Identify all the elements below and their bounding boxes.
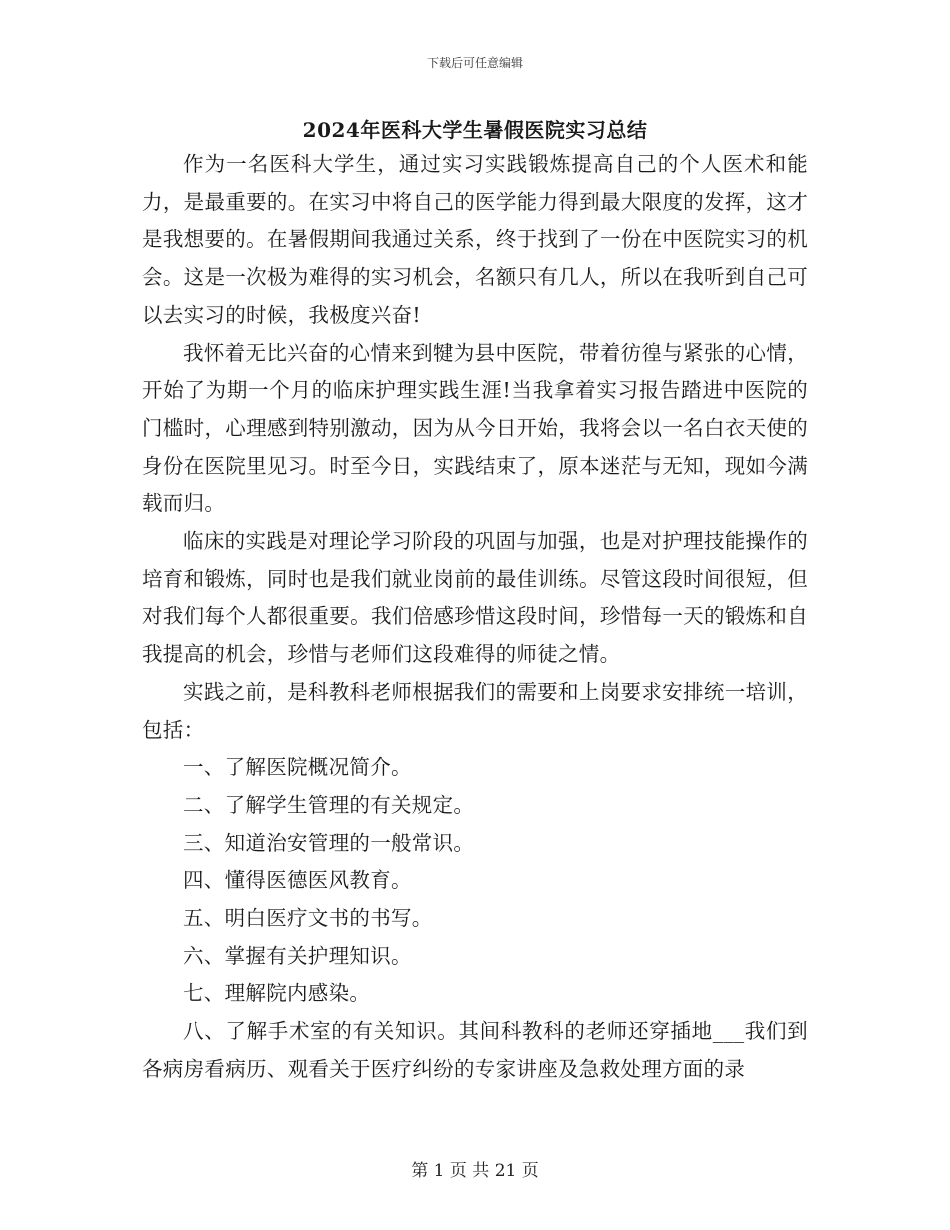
paragraph: 作为一名医科大学生，通过实习实践锻炼提高自己的个人医术和能力，是最重要的。在实习中将自己的医学能力得到最大限度的发挥，这才是我想要的。在暑假期间我通过关系，终于找到了一份在中医院实习的机会。这是一次极为难得的实习机会，名额只有几人，所以在我听到自己可以去实习的时候，我极度兴奋!	[142, 152, 808, 327]
list-item: 三、知道治安管理的一般常识。	[183, 830, 475, 855]
list-item: 六、掌握有关护理知识。	[183, 943, 412, 968]
page-number-footer: 第 1 页 共 21 页	[411, 1161, 539, 1181]
list-item: 七、理解院内感染。	[183, 981, 371, 1006]
list-item: 二、了解学生管理的有关规定。	[183, 792, 475, 817]
paragraph: 实践之前，是科教科老师根据我们的需要和上岗要求安排统一培训，包括：	[142, 679, 808, 742]
document-title: 2024年医科大学生暑假医院实习总结	[302, 118, 648, 142]
list-item: 四、懂得医德医风教育。	[183, 868, 412, 893]
list-item: 一、了解医院概况简介。	[183, 755, 412, 780]
paragraph: 我怀着无比兴奋的心情来到犍为县中医院，带着彷徨与紧张的心情，开始了为期一个月的临床护理实践生涯!当我拿着实习报告踏进中医院的门槛时，心理感到特别激动，因为从今日开始，我将会以一名白衣天使的身份在医院里见习。时至今日，实践结束了，原本迷茫与无知，现如今满载而归。	[142, 340, 808, 516]
list-item: 八、了解手术室的有关知识。其间科教科的老师还穿插地___我们到各病房看病历、观看关于医疗纠纷的专家讲座及急救处理方面的录	[142, 1019, 808, 1081]
list-item: 五、明白医疗文书的书写。	[183, 906, 433, 931]
document-body	[142, 146, 808, 1089]
page-header-note: 下载后可任意编辑	[426, 56, 523, 70]
paragraph: 临床的实践是对理论学习阶段的巩固与加强，也是对护理技能操作的培育和锻炼，同时也是我们就业岗前的最佳训练。尽管这段时间很短，但对我们每个人都很重要。我们倍感珍惜这段时间，珍惜每一天的锻炼和自我提高的机会，珍惜与老师们这段难得的师徒之情。	[142, 529, 808, 667]
